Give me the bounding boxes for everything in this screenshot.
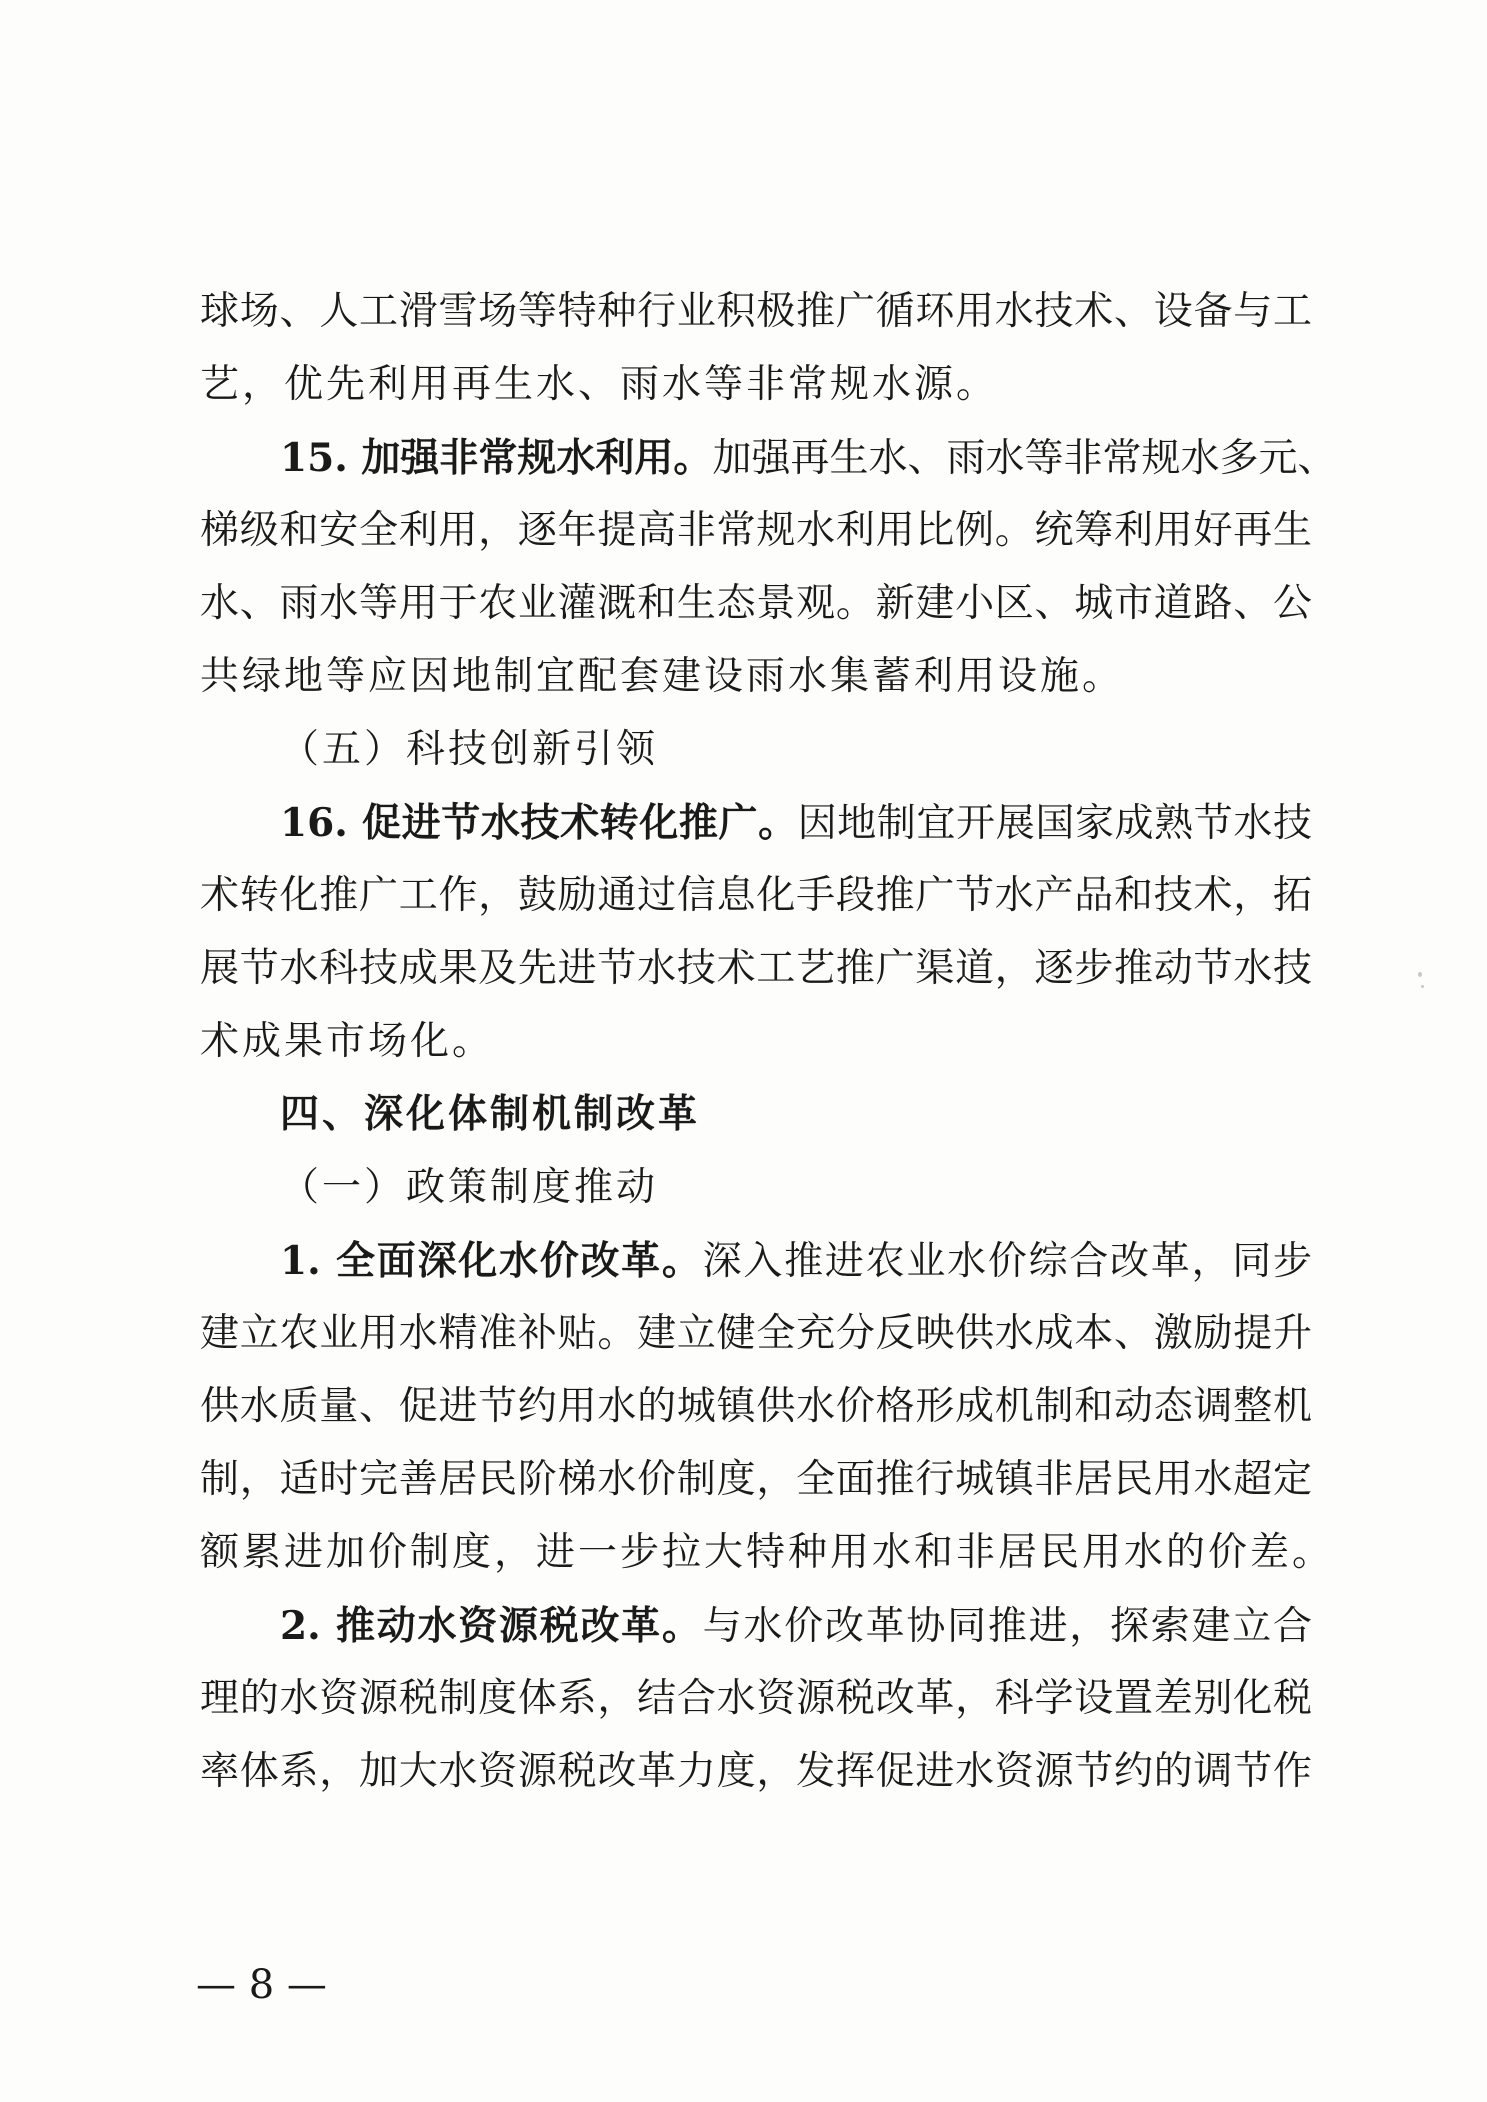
text-line: 理的水资源税制度体系，结合水资源税改革，科学设置差别化税 [200,1676,1312,1721]
text-line: 共绿地等应因地制宜配套建设雨水集蓄利用设施。 [200,654,1125,699]
section-heading-1: （一）政策制度推动 [280,1165,659,1210]
paragraph-item-1 [200,1231,1312,1291]
scan-speck [1418,972,1422,977]
text-line: 梯级和安全利用，逐年提高非常规水利用比例。统筹利用好再生 [200,508,1312,553]
text-line: 制，适时完善居民阶梯水价制度，全面推行城镇非居民用水超定 [200,1457,1312,1502]
text-segment: 深入推进农业水价综合改革，同步 [702,1239,1312,1284]
paragraph-item-2 [200,1596,1312,1656]
page-number: — 8 — [196,1962,327,2008]
text-line: 术转化推广工作，鼓励通过信息化手段推广节水产品和技术，拓 [200,873,1312,918]
text-line: 球场、人工滑雪场等特种行业积极推广循环用水技术、设备与工 [200,289,1312,334]
item-lead: 2. 推动水资源税改革。 [280,1603,703,1649]
paragraph-item-15 [200,428,1337,488]
item-lead: 16. 促进节水技术转化推广。 [280,800,798,846]
text-line: 供水质量、促进节约用水的城镇供水价格形成机制和动态调整机 [200,1384,1312,1429]
text-segment: 加强再生水、雨水等非常规水多元、 [712,436,1337,481]
scan-speck [1421,985,1424,988]
chapter-heading-4: 四、深化体制机制改革 [280,1092,701,1137]
item-lead: 15. 加强非常规水利用。 [280,435,713,481]
text-line: 额累进加价制度，进一步拉大特种用水和非居民用水的价差。 [200,1530,1335,1575]
text-segment: 因地制宜开展国家成熟节水技 [797,801,1312,846]
text-segment: 与水价改革协同推进，探索建立合 [702,1604,1312,1649]
text-line: 率体系，加大水资源税改革力度，发挥促进水资源节约的调节作 [200,1749,1312,1794]
text-line: 术成果市场化。 [200,1019,495,1064]
text-line: 水、雨水等用于农业灌溉和生态景观。新建小区、城市道路、公 [200,581,1312,626]
text-line: 艺，优先利用再生水、雨水等非常规水源。 [200,362,999,407]
text-line: 建立农业用水精准补贴。建立健全充分反映供水成本、激励提升 [200,1311,1312,1356]
text-line: 展节水科技成果及先进节水技术工艺推广渠道，逐步推动节水技 [200,946,1312,991]
paragraph-item-16 [200,793,1312,853]
item-lead: 1. 全面深化水价改革。 [280,1238,703,1284]
section-heading-5: （五）科技创新引领 [280,727,659,772]
